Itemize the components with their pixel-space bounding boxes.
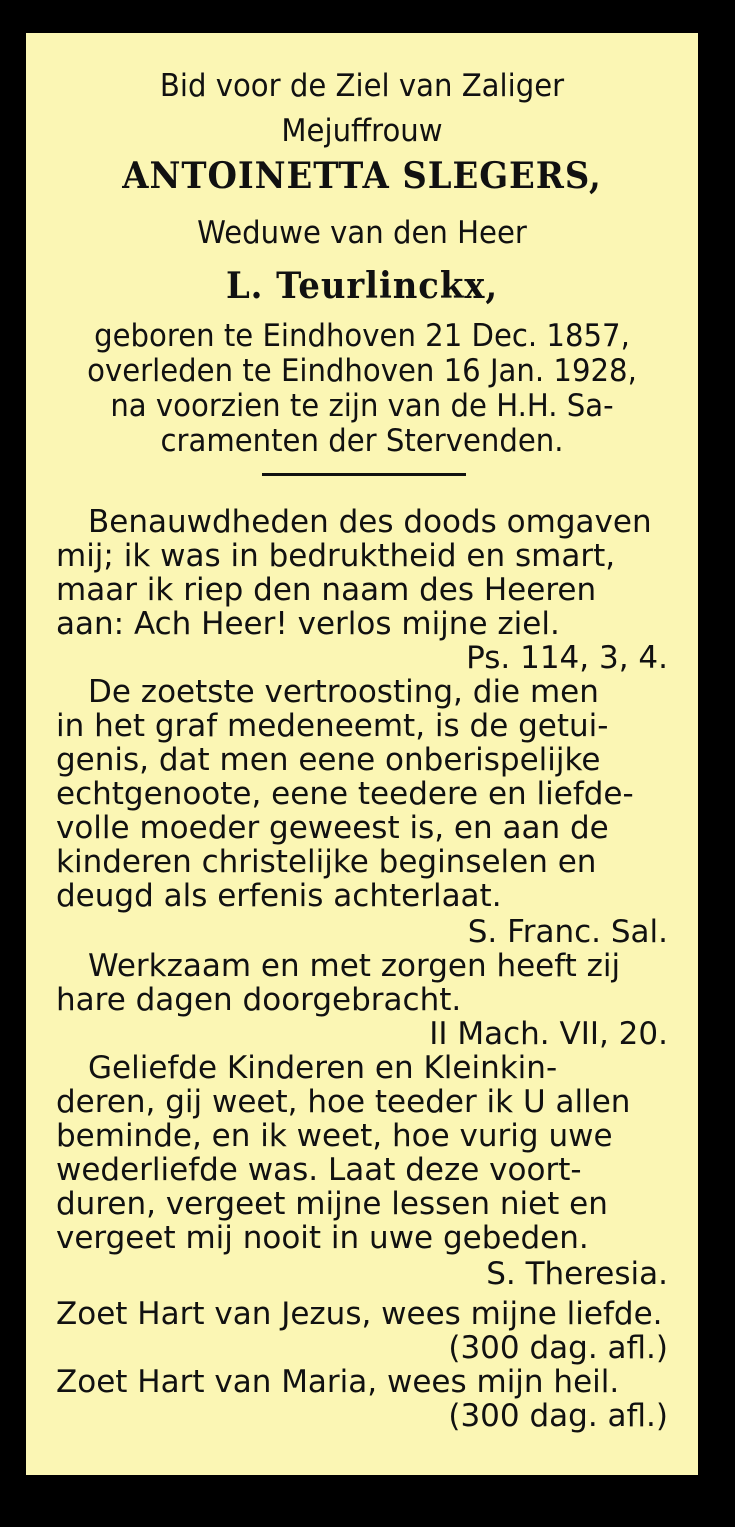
quote-4-line-2: deren, gij weet, hoe teeder ik U allen (56, 1084, 631, 1120)
quote-2-line-5: volle moeder geweest is, en aan de (56, 810, 609, 846)
header-line-4: Weduwe van den Heer (197, 215, 527, 251)
quote-3-line-1: Werkzaam en met zorgen heeft zij (88, 948, 621, 984)
deceased-name: ANTOINETTA SLEGERS, (122, 155, 602, 197)
death-line: overleden te Eindhoven 16 Jan. 1928, (87, 353, 637, 389)
quote-1-line-2: mij; ik was in bedruktheid en smart, (56, 538, 616, 574)
quote-4-line-4: wederliefde was. Laat deze voort- (56, 1152, 582, 1188)
quote-1-source: Ps. 114, 3, 4. (466, 640, 668, 676)
quote-1-line-1: Benauwdheden des doods omgaven (88, 504, 652, 540)
prayer-2-indulgence: (300 dag. afl.) (448, 1398, 668, 1434)
birth-line: geboren te Eindhoven 21 Dec. 1857, (94, 318, 630, 354)
header-line-1: Bid voor de Ziel van Zaliger (159, 68, 565, 104)
quote-2-source: S. Franc. Sal. (467, 914, 668, 950)
quote-4-source: S. Theresia. (486, 1256, 668, 1292)
quote-2-line-4: echtgenoote, eene teedere en liefde- (56, 776, 634, 812)
prayer-1: Zoet Hart van Jezus, wees mijne liefde. (56, 1296, 663, 1332)
quote-4-line-1: Geliefde Kinderen en Kleinkin- (88, 1050, 558, 1086)
quote-2-line-3: genis, dat men eene onberispelijke (56, 742, 601, 778)
sacrament-line-2: cramenten der Stervenden. (160, 423, 564, 459)
husband-name: L. Teurlinckx, (225, 265, 499, 307)
quote-4-line-6: vergeet mij nooit in uwe gebeden. (56, 1220, 589, 1256)
prayer-1-indulgence: (300 dag. afl.) (448, 1330, 668, 1366)
prayer-2: Zoet Hart van Maria, wees mijn heil. (56, 1364, 620, 1400)
divider-rule (262, 473, 466, 476)
memorial-card (26, 33, 698, 1475)
header-line-2: Mejuffrouw (281, 113, 443, 149)
sacrament-line-1: na voorzien te zijn van de H.H. Sa- (110, 388, 614, 424)
quote-3-line-2: hare dagen doorgebracht. (56, 982, 462, 1018)
quote-1-line-4: aan: Ach Heer! verlos mijne ziel. (56, 606, 560, 642)
quote-4-line-3: beminde, en ik weet, hoe vurig uwe (56, 1118, 613, 1154)
quote-2-line-6: kinderen christelijke beginselen en (56, 844, 597, 880)
quote-2-line-2: in het graf medeneemt, is de getui- (56, 708, 609, 744)
quote-1-line-3: maar ik riep den naam des Heeren (56, 572, 597, 608)
quote-2-line-1: De zoetste vertroosting, die men (88, 674, 599, 710)
quote-3-source: II Mach. VII, 20. (429, 1016, 668, 1052)
quote-2-line-7: deugd als erfenis achterlaat. (56, 878, 502, 914)
quote-4-line-5: duren, vergeet mijne lessen niet en (56, 1186, 608, 1222)
